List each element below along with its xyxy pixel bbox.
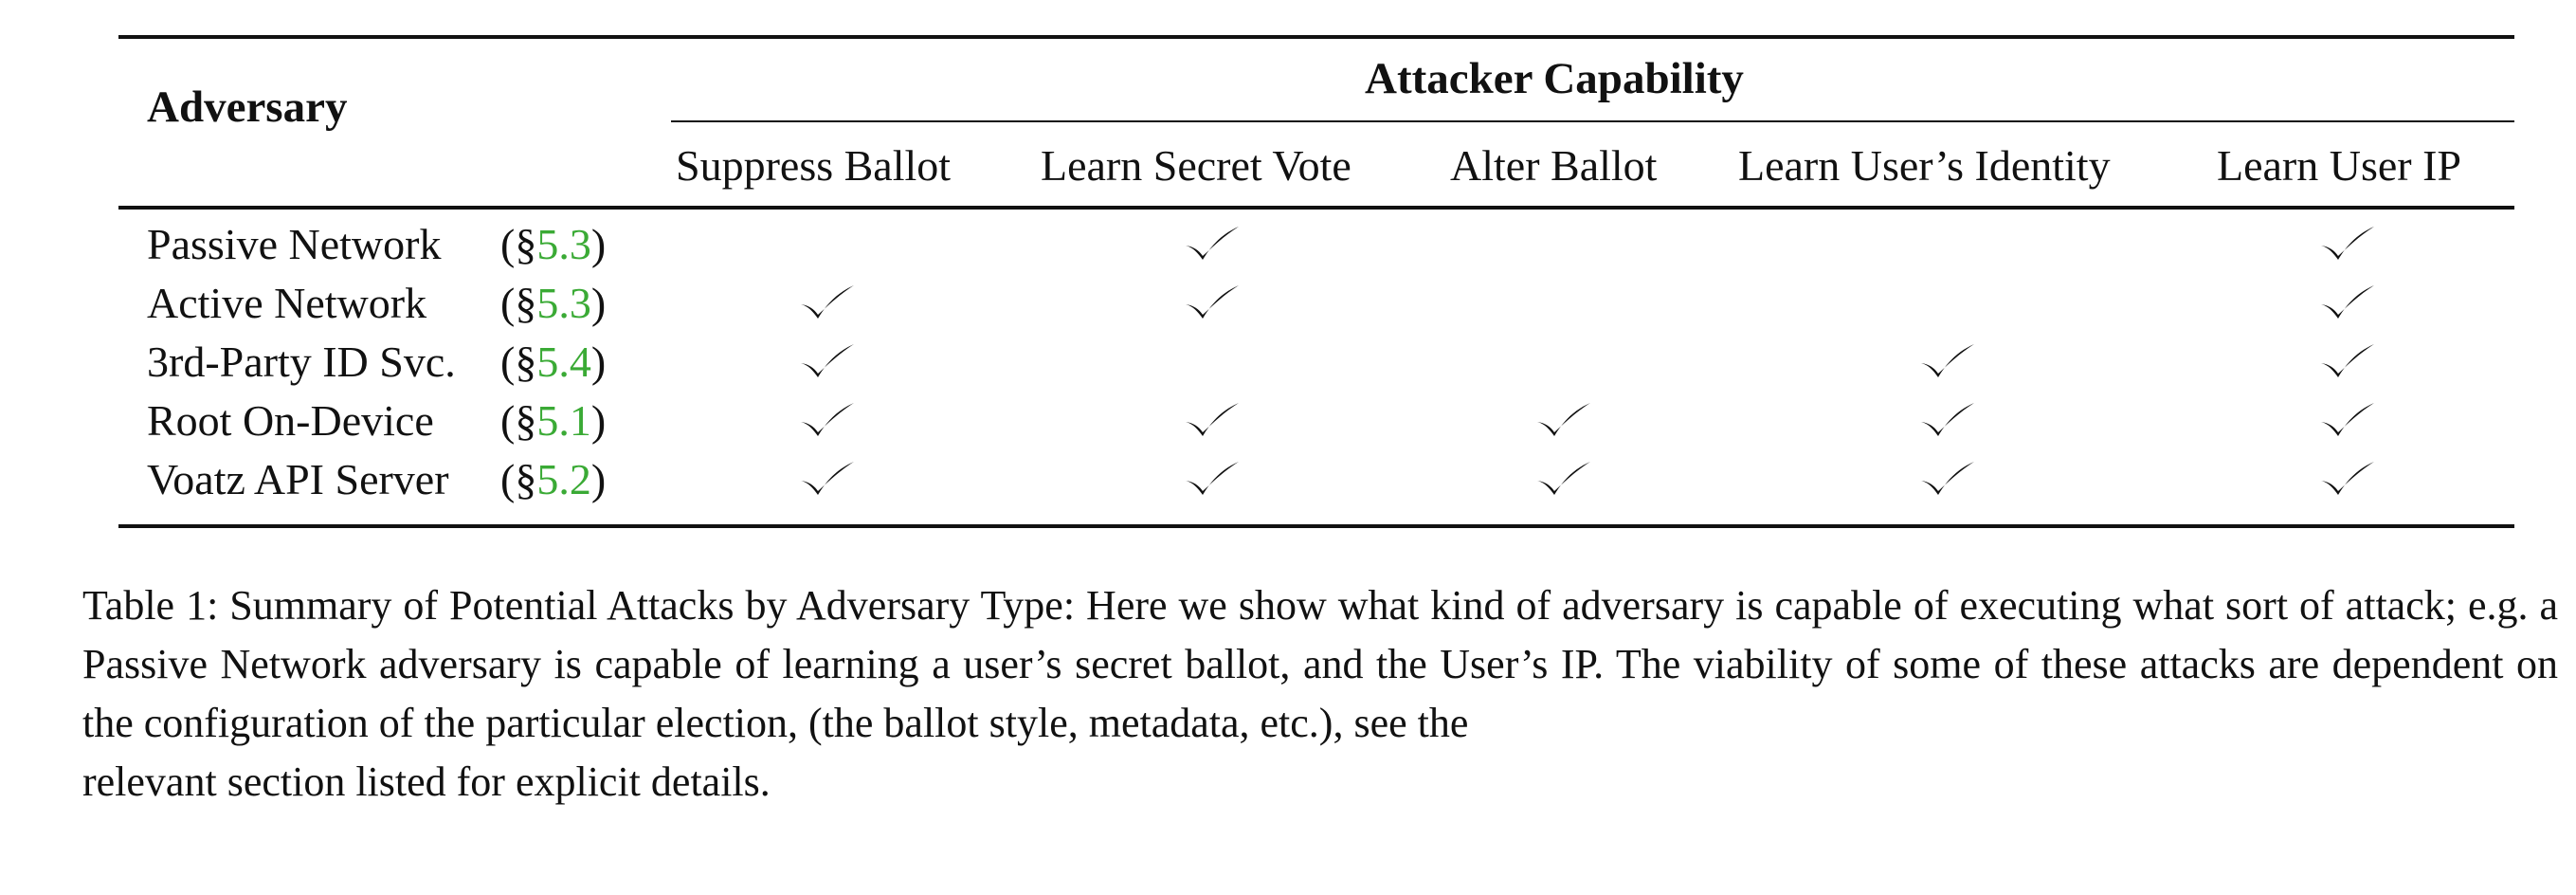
ref-close: ) — [590, 338, 607, 386]
checkmark-icon — [799, 401, 856, 439]
checkmark-icon — [1184, 460, 1241, 498]
checkmark-icon — [2319, 401, 2376, 439]
section-link[interactable]: 5.4 — [536, 338, 591, 386]
checkmark-icon — [2319, 283, 2376, 321]
column-header-suppress-ballot: Suppress Ballot — [676, 141, 952, 190]
checkmark-icon — [1184, 225, 1241, 263]
row-name-root-on-device: Root On-Device — [147, 396, 434, 445]
ref-close: ) — [590, 455, 607, 503]
checkmark-icon — [1919, 460, 1976, 498]
checkmark-icon — [1184, 283, 1241, 321]
section-link[interactable]: 5.1 — [536, 396, 591, 445]
checkmark-icon — [799, 460, 856, 498]
table-caption-last-line: relevant section listed for explicit details. — [82, 758, 771, 805]
checkmark-icon — [1535, 401, 1592, 439]
row-name-passive-network: Passive Network — [147, 220, 442, 268]
ref-close: ) — [590, 220, 607, 268]
row-section-ref — [500, 220, 607, 268]
table-bottom-rule — [118, 524, 2514, 528]
row-name-voatz-api-server: Voatz API Server — [147, 455, 449, 503]
header-bottom-rule — [118, 206, 2514, 210]
adversary-header: Adversary — [147, 82, 348, 132]
ref-open: (§ — [500, 338, 537, 386]
checkmark-icon — [1184, 401, 1241, 439]
checkmark-icon — [1919, 342, 1976, 380]
capability-header: Attacker Capability — [1365, 54, 1744, 103]
ref-open: (§ — [500, 279, 537, 327]
ref-close: ) — [590, 279, 607, 327]
column-header-learn-user-ip: Learn User IP — [2217, 141, 2462, 190]
column-header-alter-ballot: Alter Ballot — [1450, 141, 1658, 190]
row-section-ref — [500, 279, 607, 327]
section-link[interactable]: 5.3 — [536, 220, 591, 268]
table-caption: Table 1: Summary of Potential Attacks by Adversary Type: Here we show what kind of adversary is capable of executing what sort of attack; e.g. a Passive Network adversary is capable of learning a user’s secret ballot, and the User’s IP. The viability of some of these attacks are dependent on the configuration of the particular election, (the ballot style, metadata, etc.), see the — [82, 582, 2558, 746]
row-name-third-party-id-svc: 3rd-Party ID Svc. — [147, 338, 456, 386]
checkmark-icon — [2319, 460, 2376, 498]
column-header-learn-users-identity: Learn User’s Identity — [1738, 141, 2111, 190]
checkmark-icon — [1535, 460, 1592, 498]
capability-underline — [671, 120, 2514, 122]
ref-close: ) — [590, 396, 607, 445]
section-link[interactable]: 5.3 — [536, 279, 591, 327]
row-name-active-network: Active Network — [147, 279, 427, 327]
column-header-learn-secret-vote: Learn Secret Vote — [1041, 141, 1351, 190]
section-link[interactable]: 5.2 — [536, 455, 591, 503]
ref-open: (§ — [500, 455, 537, 503]
checkmark-icon — [2319, 342, 2376, 380]
checkmark-icon — [799, 342, 856, 380]
ref-open: (§ — [500, 220, 537, 268]
row-section-ref — [500, 340, 606, 384]
ref-open: (§ — [500, 396, 537, 445]
checkmark-icon — [2319, 225, 2376, 263]
checkmark-icon — [799, 283, 856, 321]
table-top-rule — [118, 35, 2514, 39]
row-section-ref — [500, 396, 607, 445]
row-section-ref — [500, 455, 607, 503]
checkmark-icon — [1919, 401, 1976, 439]
